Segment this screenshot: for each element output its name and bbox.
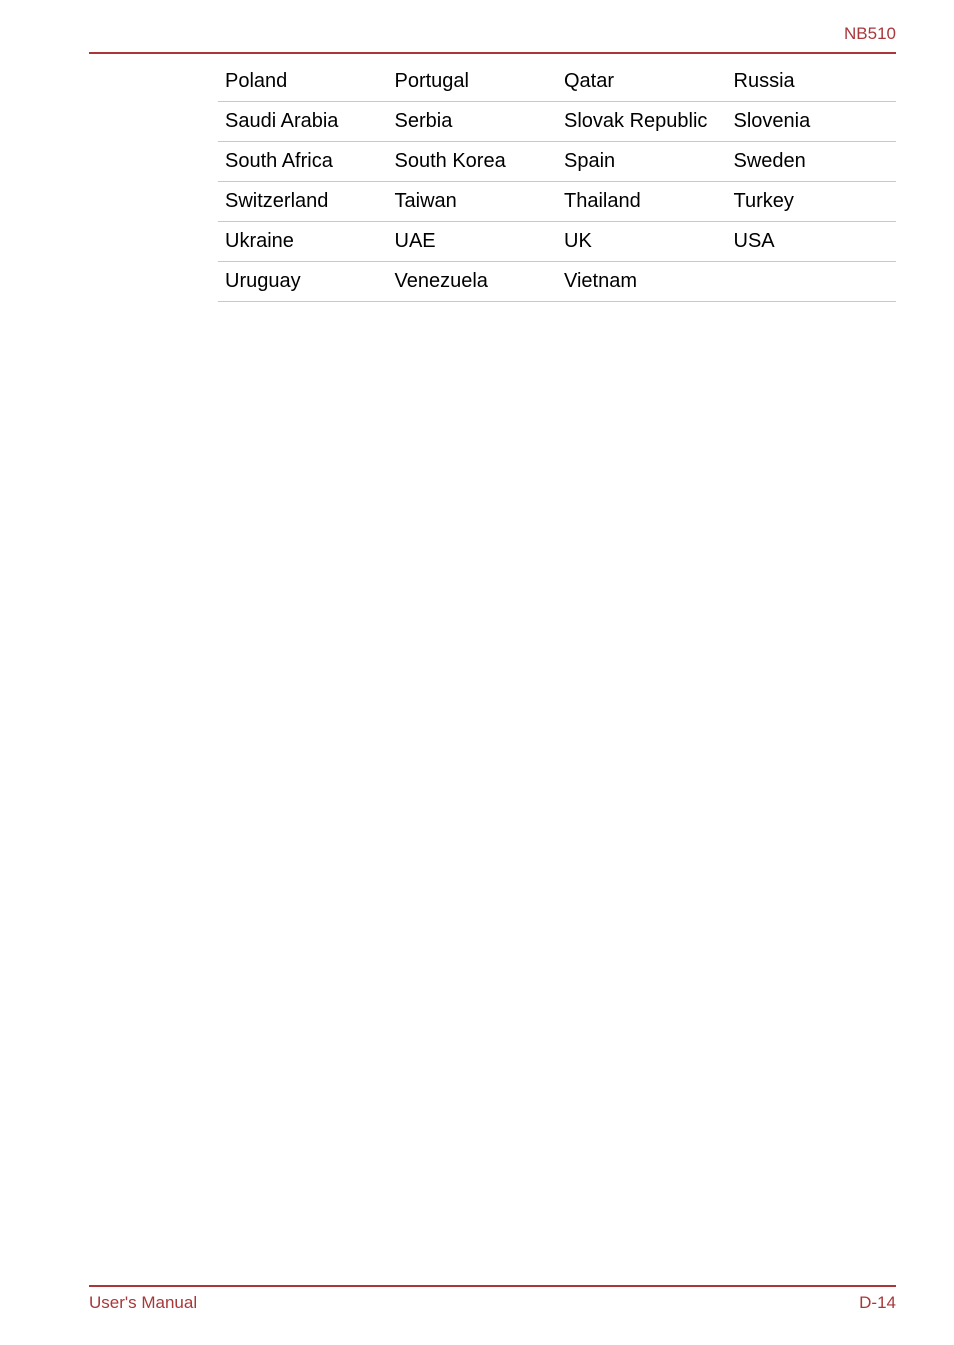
table-cell: Ukraine [218, 222, 388, 262]
table-row [218, 262, 896, 302]
table-cell: Venezuela [388, 262, 558, 302]
table-cell [727, 262, 897, 302]
table-cell: Uruguay [218, 262, 388, 302]
footer-page-number: D-14 [859, 1293, 896, 1312]
header-divider [89, 52, 896, 54]
footer-divider [89, 1285, 896, 1287]
table-cell: Qatar [557, 62, 727, 102]
table-cell: Sweden [727, 142, 897, 182]
table-cell: Turkey [727, 182, 897, 222]
header-model-name: NB510 [844, 24, 896, 43]
table-cell: Thailand [557, 182, 727, 222]
footer-manual-title: User's Manual [89, 1293, 198, 1312]
table-cell: Russia [727, 62, 897, 102]
table-cell: UK [557, 222, 727, 262]
table-cell: Saudi Arabia [218, 102, 388, 142]
table-cell: Spain [557, 142, 727, 182]
table-cell: USA [727, 222, 897, 262]
table-row [218, 222, 896, 262]
table-row [218, 102, 896, 142]
table-row [218, 142, 896, 182]
table-cell: South Africa [218, 142, 388, 182]
table-cell: UAE [388, 222, 558, 262]
table-cell: Vietnam [557, 262, 727, 302]
table-cell: Switzerland [218, 182, 388, 222]
table-cell: Slovenia [727, 102, 897, 142]
table-cell: Poland [218, 62, 388, 102]
table-row [218, 62, 896, 102]
table-row [218, 182, 896, 222]
country-table [218, 62, 896, 302]
table-cell: Portugal [388, 62, 558, 102]
table-cell: Serbia [388, 102, 558, 142]
table-cell: Taiwan [388, 182, 558, 222]
table-cell: South Korea [388, 142, 558, 182]
table-cell: Slovak Republic [557, 102, 727, 142]
